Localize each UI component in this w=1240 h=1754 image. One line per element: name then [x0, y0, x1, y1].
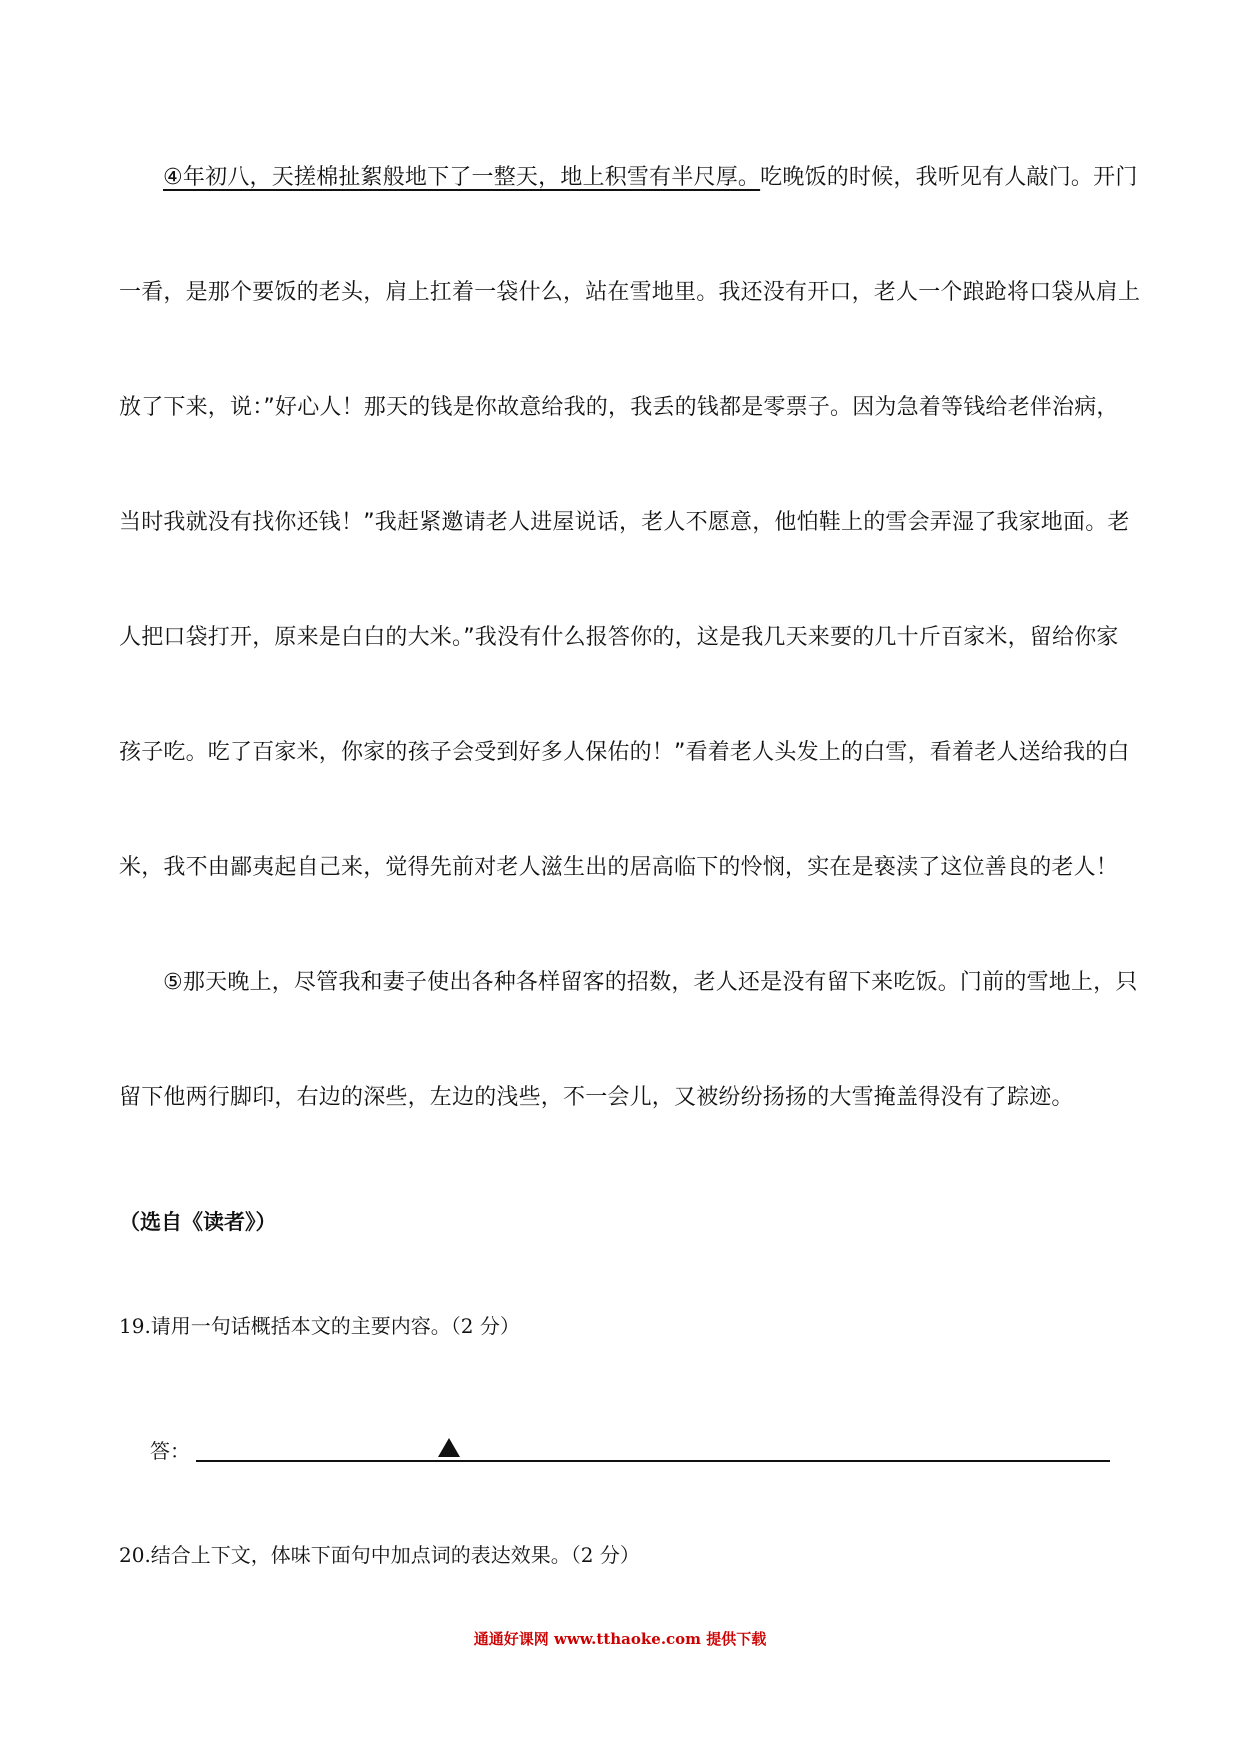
- question-20: 20.结合上下文，体味下面句中加点词的表达效果。（2 分）: [119, 1543, 640, 1567]
- paragraph-5-line-1: ⑤那天晚上，尽管我和妻子使出各种各样留客的招数，老人还是没有留下来吃饭。门前的雪地上，只: [163, 970, 1138, 995]
- paragraph-4-line-4: 当时我就没有找你还钱！”我赶紧邀请老人进屋说话，老人不愿意，他怕鞋上的雪会弄湿了我家地面。老: [119, 510, 1130, 535]
- answer-label: 答：: [150, 1439, 190, 1463]
- footer-watermark: 通通好课网 www.tthaoke.com 提供下载: [473, 1630, 767, 1648]
- paragraph-4-line-1-rest: 吃晚饭的时候，我听见有人敲门。开门: [760, 165, 1138, 190]
- paragraph-4-line-3: 放了下来，说：”好心人！那天的钱是你故意给我的，我丢的钱都是零票子。因为急着等钱给老伴治病，: [119, 395, 1119, 420]
- paragraph-4-line-6: 孩子吃。吃了百家米，你家的孩子会受到好多人保佑的！”看着老人头发上的白雪，看着老人送给我的白: [119, 740, 1130, 765]
- question-19: 19.请用一句话概括本文的主要内容。（2 分）: [119, 1314, 520, 1338]
- paragraph-4-line-5: 人把口袋打开，原来是白白的大米。”我没有什么报答你的，这是我几天来要的几十斤百家米，留给你家: [119, 625, 1119, 650]
- paragraph-4-line-1: [163, 163, 1138, 193]
- source-citation: （选自《读者》）: [119, 1210, 277, 1234]
- paragraph-4-line-2: 一看，是那个要饭的老头，肩上扛着一袋什么，站在雪地里。我还没有开口，老人一个踉跄将口袋从肩上: [119, 280, 1141, 305]
- paragraph-5-line-2: 留下他两行脚印，右边的深些，左边的浅些，不一会儿，又被纷纷扬扬的大雪掩盖得没有了踪迹。: [119, 1085, 1074, 1110]
- answer-row-19: [150, 1436, 1110, 1476]
- paragraph-4-line-7: 米，我不由鄙夷起自己来，觉得先前对老人滋生出的居高临下的怜悯，实在是亵渎了这位善良的老人！: [119, 855, 1119, 880]
- answer-blank-line[interactable]: [196, 1460, 1110, 1462]
- underlined-sentence: ④年初八，天搓棉扯絮般地下了一整天，地上积雪有半尺厚。: [163, 165, 761, 190]
- triangle-icon: [438, 1438, 460, 1457]
